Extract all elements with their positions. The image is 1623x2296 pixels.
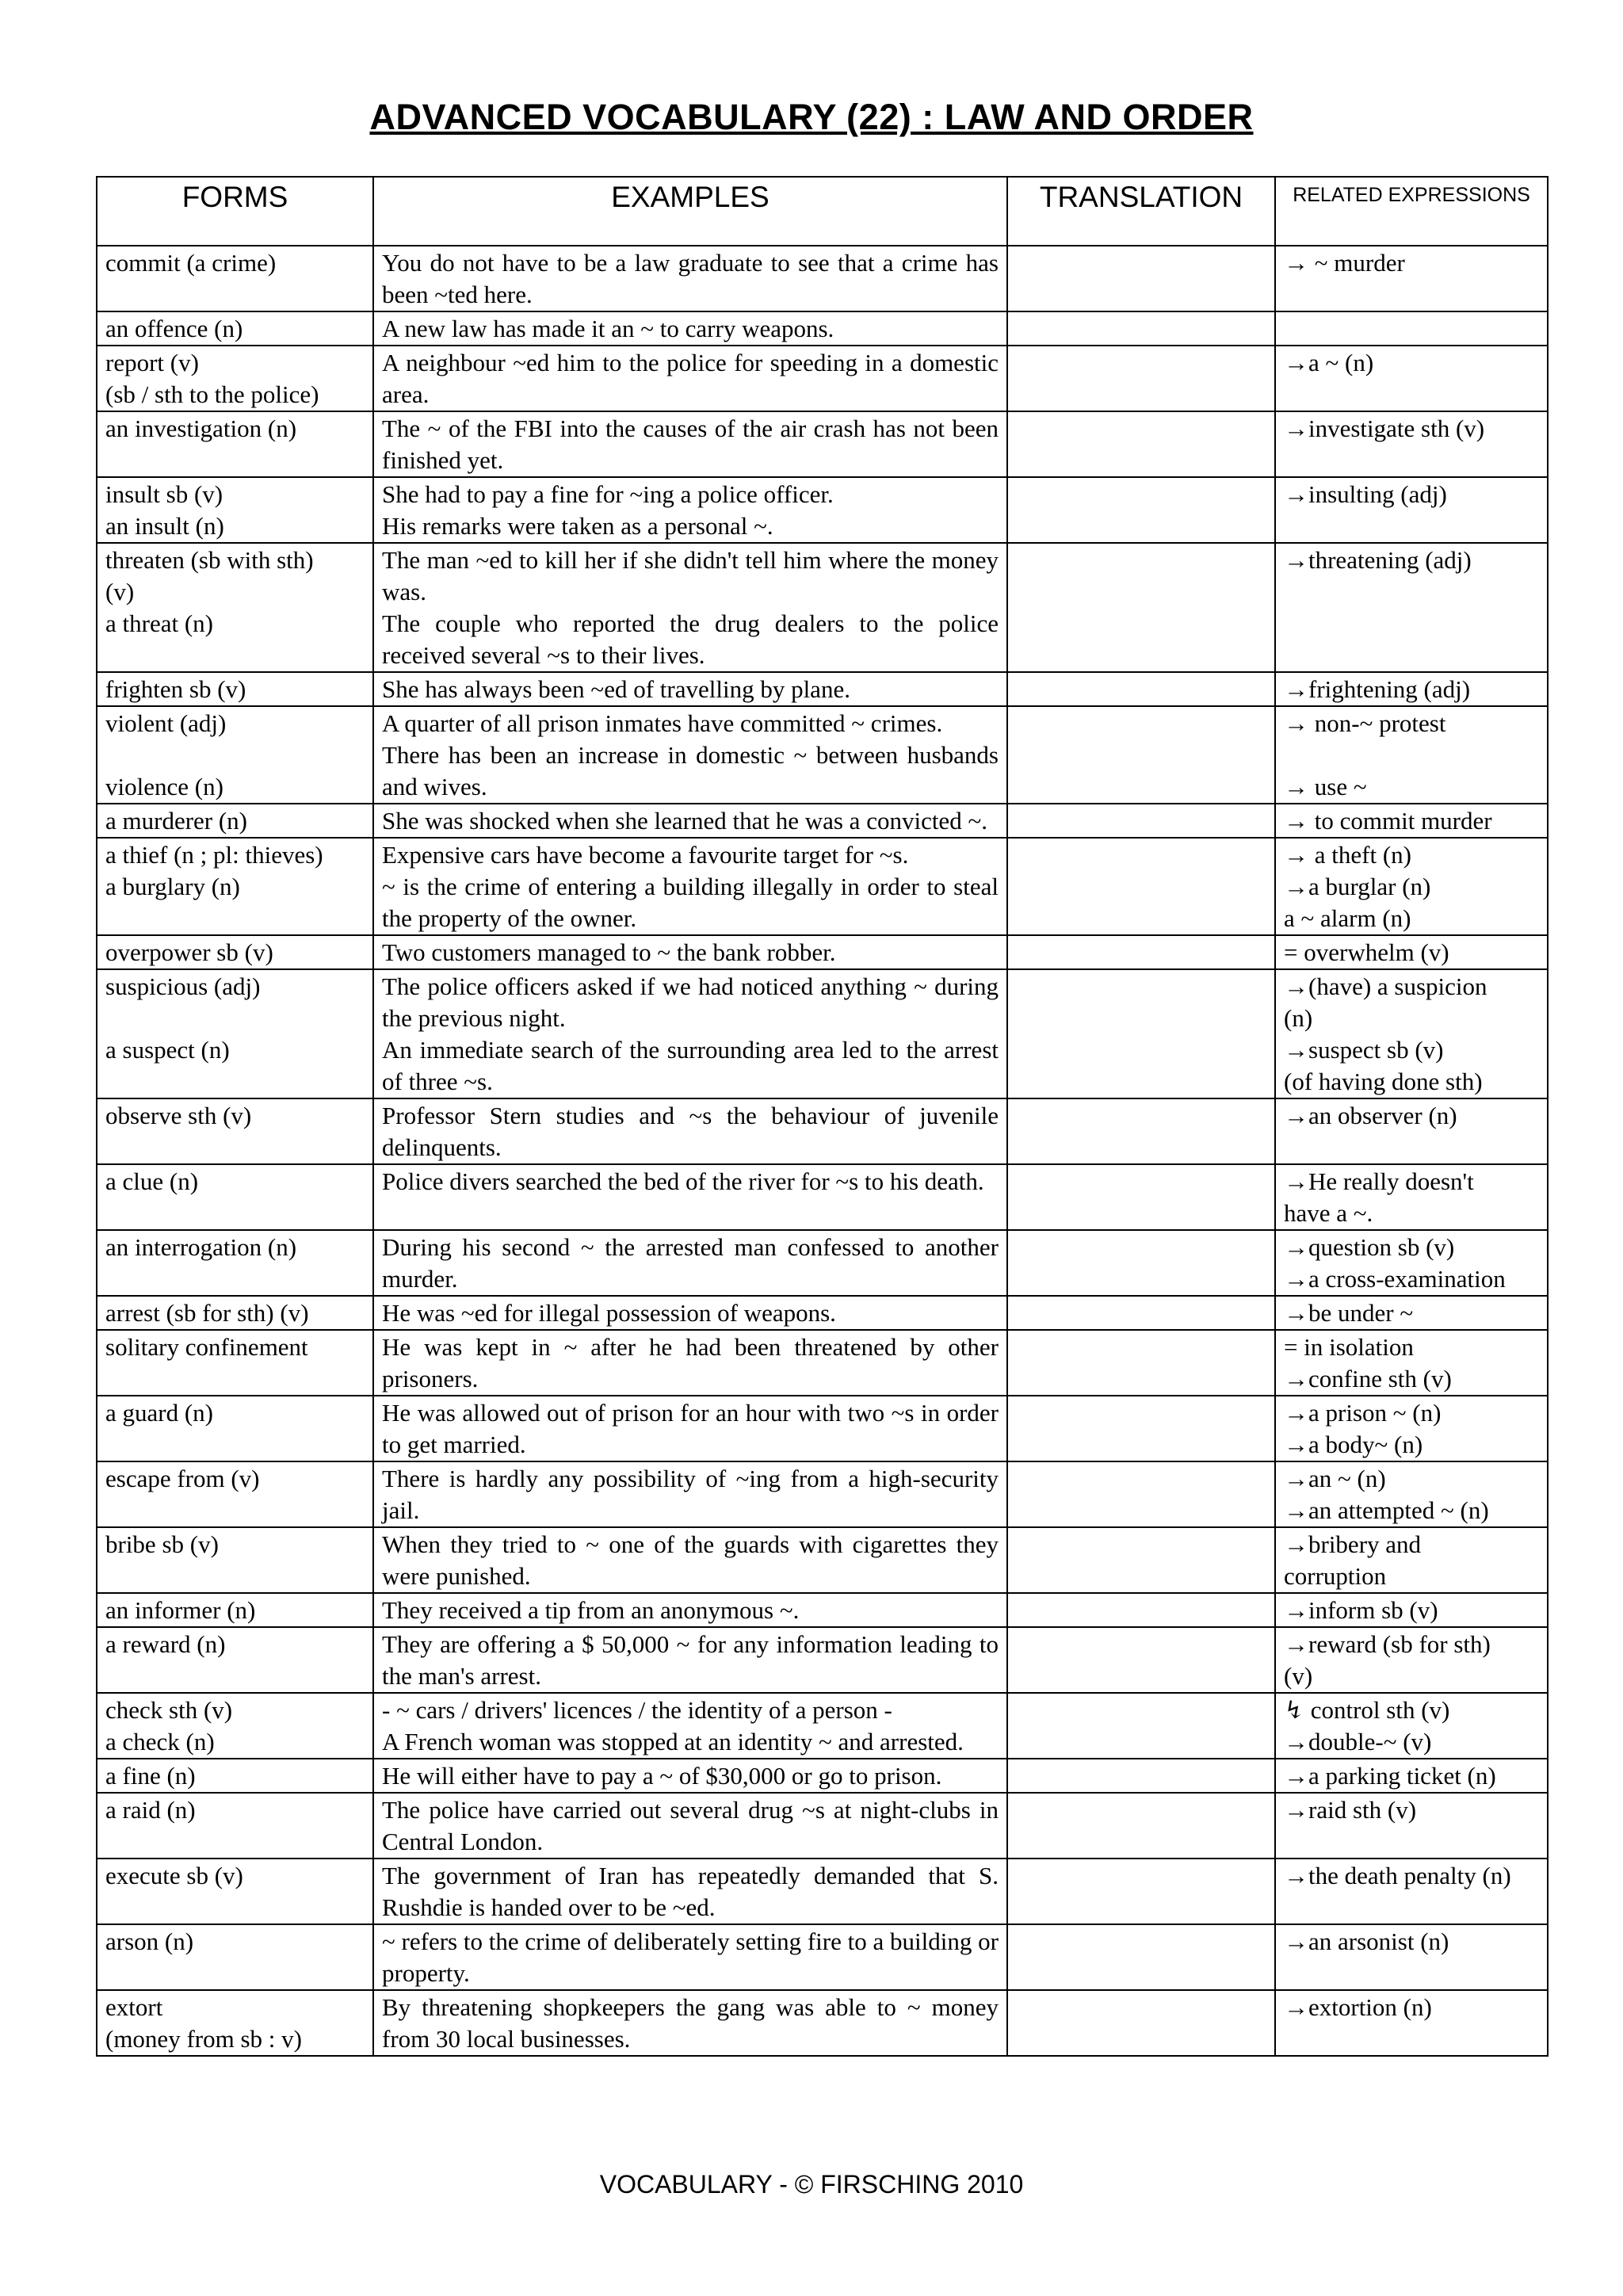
form-cell: check sth (v) a check (n) — [97, 1693, 373, 1759]
related-expression-cell: →the death penalty (n) — [1275, 1859, 1548, 1924]
related-expression-cell: →bribery and corruption — [1275, 1527, 1548, 1593]
form-cell: an interrogation (n) — [97, 1230, 373, 1296]
related-expression-cell: →an observer (n) — [1275, 1098, 1548, 1164]
example-cell: A quarter of all prison inmates have committed ~ crimes. There has been an increase in domestic ~ between husbands and wives. — [373, 706, 1007, 804]
form-cell: observe sth (v) — [97, 1098, 373, 1164]
example-cell: A new law has made it an ~ to carry weapons. — [373, 311, 1007, 346]
example-cell: When they tried to ~ one of the guards with cigarettes they were punished. — [373, 1527, 1007, 1593]
form-cell: frighten sb (v) — [97, 672, 373, 706]
table-row — [97, 935, 1548, 969]
table-row — [97, 1593, 1548, 1627]
form-cell: insult sb (v) an insult (n) — [97, 477, 373, 543]
example-cell: He will either have to pay a ~ of $30,000 or go to prison. — [373, 1759, 1007, 1793]
table-row — [97, 1627, 1548, 1693]
table-row — [97, 1759, 1548, 1793]
table-row — [97, 969, 1548, 1098]
form-cell: a thief (n ; pl: thieves) a burglary (n) — [97, 838, 373, 935]
translation-cell — [1007, 543, 1275, 672]
example-cell: He was ~ed for illegal possession of weapons. — [373, 1296, 1007, 1330]
translation-cell — [1007, 1330, 1275, 1396]
translation-cell — [1007, 1396, 1275, 1461]
table-row — [97, 477, 1548, 543]
translation-cell — [1007, 1793, 1275, 1859]
example-cell: You do not have to be a law graduate to see that a crime has been ~ted here. — [373, 246, 1007, 311]
translation-cell — [1007, 1924, 1275, 1990]
related-expression-cell: →raid sth (v) — [1275, 1793, 1548, 1859]
example-cell: There is hardly any possibility of ~ing from a high-security jail. — [373, 1461, 1007, 1527]
table-row — [97, 706, 1548, 804]
related-expression-cell: →inform sb (v) — [1275, 1593, 1548, 1627]
header-translation: TRANSLATION — [1007, 177, 1275, 246]
table-row — [97, 1330, 1548, 1396]
translation-cell — [1007, 1296, 1275, 1330]
table-row — [97, 1924, 1548, 1990]
related-expression-cell: → ~ murder — [1275, 246, 1548, 311]
related-expression-cell: →frightening (adj) — [1275, 672, 1548, 706]
example-cell: The ~ of the FBI into the causes of the air crash has not been finished yet. — [373, 411, 1007, 477]
table-row — [97, 1527, 1548, 1593]
table-row — [97, 311, 1548, 346]
translation-cell — [1007, 1627, 1275, 1693]
example-cell: Police divers searched the bed of the river for ~s to his death. — [373, 1164, 1007, 1230]
form-cell: arson (n) — [97, 1924, 373, 1990]
related-expression-cell: ↯ control sth (v) →double-~ (v) — [1275, 1693, 1548, 1759]
vocabulary-table — [96, 176, 1549, 2057]
form-cell: a raid (n) — [97, 1793, 373, 1859]
table-row — [97, 1164, 1548, 1230]
related-expression-cell: → a theft (n) →a burglar (n) a ~ alarm (n) — [1275, 838, 1548, 935]
related-expression-cell: →a ~ (n) — [1275, 346, 1548, 411]
example-cell: They are offering a $ 50,000 ~ for any information leading to the man's arrest. — [373, 1627, 1007, 1693]
table-row — [97, 1396, 1548, 1461]
related-expression-cell: →an ~ (n) →an attempted ~ (n) — [1275, 1461, 1548, 1527]
translation-cell — [1007, 246, 1275, 311]
translation-cell — [1007, 969, 1275, 1098]
form-cell: escape from (v) — [97, 1461, 373, 1527]
related-expression-cell: →a parking ticket (n) — [1275, 1759, 1548, 1793]
form-cell: arrest (sb for sth) (v) — [97, 1296, 373, 1330]
form-cell: threaten (sb with sth) (v) a threat (n) — [97, 543, 373, 672]
example-cell: He was kept in ~ after he had been threatened by other prisoners. — [373, 1330, 1007, 1396]
example-cell: The government of Iran has repeatedly demanded that S. Rushdie is handed over to be ~ed. — [373, 1859, 1007, 1924]
table-header-row — [97, 177, 1548, 246]
related-expression-cell: →investigate sth (v) — [1275, 411, 1548, 477]
form-cell: a fine (n) — [97, 1759, 373, 1793]
header-examples: EXAMPLES — [373, 177, 1007, 246]
form-cell: violent (adj) violence (n) — [97, 706, 373, 804]
translation-cell — [1007, 411, 1275, 477]
example-cell: She has always been ~ed of travelling by plane. — [373, 672, 1007, 706]
related-expression-cell: → non-~ protest → use ~ — [1275, 706, 1548, 804]
example-cell: The man ~ed to kill her if she didn't tell him where the money was. The couple who reported the drug dealers to the police received several ~s to their lives. — [373, 543, 1007, 672]
form-cell: solitary confinement — [97, 1330, 373, 1396]
translation-cell — [1007, 935, 1275, 969]
related-expression-cell: →reward (sb for sth) (v) — [1275, 1627, 1548, 1693]
form-cell: a murderer (n) — [97, 804, 373, 838]
table-row — [97, 1461, 1548, 1527]
table-row — [97, 804, 1548, 838]
translation-cell — [1007, 1990, 1275, 2056]
related-expression-cell: →question sb (v) →a cross-examination — [1275, 1230, 1548, 1296]
form-cell: suspicious (adj) a suspect (n) — [97, 969, 373, 1098]
related-expression-cell: →extortion (n) — [1275, 1990, 1548, 2056]
translation-cell — [1007, 1527, 1275, 1593]
table-row — [97, 246, 1548, 311]
form-cell: extort (money from sb : v) — [97, 1990, 373, 2056]
table-row — [97, 1990, 1548, 2056]
table-row — [97, 1693, 1548, 1759]
related-expression-cell: →be under ~ — [1275, 1296, 1548, 1330]
related-expression-cell: →He really doesn't have a ~. — [1275, 1164, 1548, 1230]
example-cell: Expensive cars have become a favourite target for ~s. ~ is the crime of entering a building illegally in order to steal the property of the owner. — [373, 838, 1007, 935]
translation-cell — [1007, 1461, 1275, 1527]
example-cell: She was shocked when she learned that he was a convicted ~. — [373, 804, 1007, 838]
form-cell: overpower sb (v) — [97, 935, 373, 969]
form-cell: execute sb (v) — [97, 1859, 373, 1924]
translation-cell — [1007, 1098, 1275, 1164]
example-cell: They received a tip from an anonymous ~. — [373, 1593, 1007, 1627]
translation-cell — [1007, 477, 1275, 543]
example-cell: He was allowed out of prison for an hour with two ~s in order to get married. — [373, 1396, 1007, 1461]
related-expression-cell: →(have) a suspicion (n) →suspect sb (v) (of having done sth) — [1275, 969, 1548, 1098]
header-related-expressions: RELATED EXPRESSIONS — [1275, 177, 1548, 246]
table-row — [97, 838, 1548, 935]
form-cell: an informer (n) — [97, 1593, 373, 1627]
translation-cell — [1007, 706, 1275, 804]
example-cell: By threatening shopkeepers the gang was able to ~ money from 30 local businesses. — [373, 1990, 1007, 2056]
example-cell: Professor Stern studies and ~s the behaviour of juvenile delinquents. — [373, 1098, 1007, 1164]
page-title: ADVANCED VOCABULARY (22) : LAW AND ORDER — [369, 97, 1254, 137]
related-expression-cell: →insulting (adj) — [1275, 477, 1548, 543]
related-expression-cell: = in isolation →confine sth (v) — [1275, 1330, 1548, 1396]
form-cell: a clue (n) — [97, 1164, 373, 1230]
table-row — [97, 411, 1548, 477]
related-expression-cell: →a prison ~ (n) →a body~ (n) — [1275, 1396, 1548, 1461]
example-cell: - ~ cars / drivers' licences / the identity of a person - A French woman was stopped at an identity ~ and arrested. — [373, 1693, 1007, 1759]
related-expression-cell: →threatening (adj) — [1275, 543, 1548, 672]
translation-cell — [1007, 1593, 1275, 1627]
translation-cell — [1007, 1759, 1275, 1793]
related-expression-cell: = overwhelm (v) — [1275, 935, 1548, 969]
form-cell: an investigation (n) — [97, 411, 373, 477]
translation-cell — [1007, 804, 1275, 838]
table-row — [97, 1230, 1548, 1296]
table-row — [97, 1793, 1548, 1859]
form-cell: bribe sb (v) — [97, 1527, 373, 1593]
table-row — [97, 1859, 1548, 1924]
form-cell: an offence (n) — [97, 311, 373, 346]
example-cell: A neighbour ~ed him to the police for speeding in a domestic area. — [373, 346, 1007, 411]
translation-cell — [1007, 311, 1275, 346]
example-cell: During his second ~ the arrested man confessed to another murder. — [373, 1230, 1007, 1296]
form-cell: a guard (n) — [97, 1396, 373, 1461]
related-expression-cell — [1275, 311, 1548, 346]
page-footer: VOCABULARY - © FIRSCHING 2010 — [599, 2170, 1024, 2199]
header-forms: FORMS — [97, 177, 373, 246]
translation-cell — [1007, 346, 1275, 411]
form-cell: report (v) (sb / sth to the police) — [97, 346, 373, 411]
table-body — [97, 246, 1548, 2056]
example-cell: The police have carried out several drug ~s at night-clubs in Central London. — [373, 1793, 1007, 1859]
example-cell: The police officers asked if we had noticed anything ~ during the previous night. An immediate search of the surrounding area led to the arrest of three ~s. — [373, 969, 1007, 1098]
form-cell: a reward (n) — [97, 1627, 373, 1693]
example-cell: She had to pay a fine for ~ing a police officer. His remarks were taken as a personal ~. — [373, 477, 1007, 543]
translation-cell — [1007, 838, 1275, 935]
example-cell: ~ refers to the crime of deliberately setting fire to a building or property. — [373, 1924, 1007, 1990]
translation-cell — [1007, 1693, 1275, 1759]
translation-cell — [1007, 1859, 1275, 1924]
table-row — [97, 346, 1548, 411]
table-row — [97, 1296, 1548, 1330]
table-row — [97, 543, 1548, 672]
translation-cell — [1007, 1164, 1275, 1230]
related-expression-cell: → to commit murder — [1275, 804, 1548, 838]
translation-cell — [1007, 672, 1275, 706]
table-row — [97, 672, 1548, 706]
translation-cell — [1007, 1230, 1275, 1296]
form-cell: commit (a crime) — [97, 246, 373, 311]
example-cell: Two customers managed to ~ the bank robber. — [373, 935, 1007, 969]
table-row — [97, 1098, 1548, 1164]
related-expression-cell: →an arsonist (n) — [1275, 1924, 1548, 1990]
